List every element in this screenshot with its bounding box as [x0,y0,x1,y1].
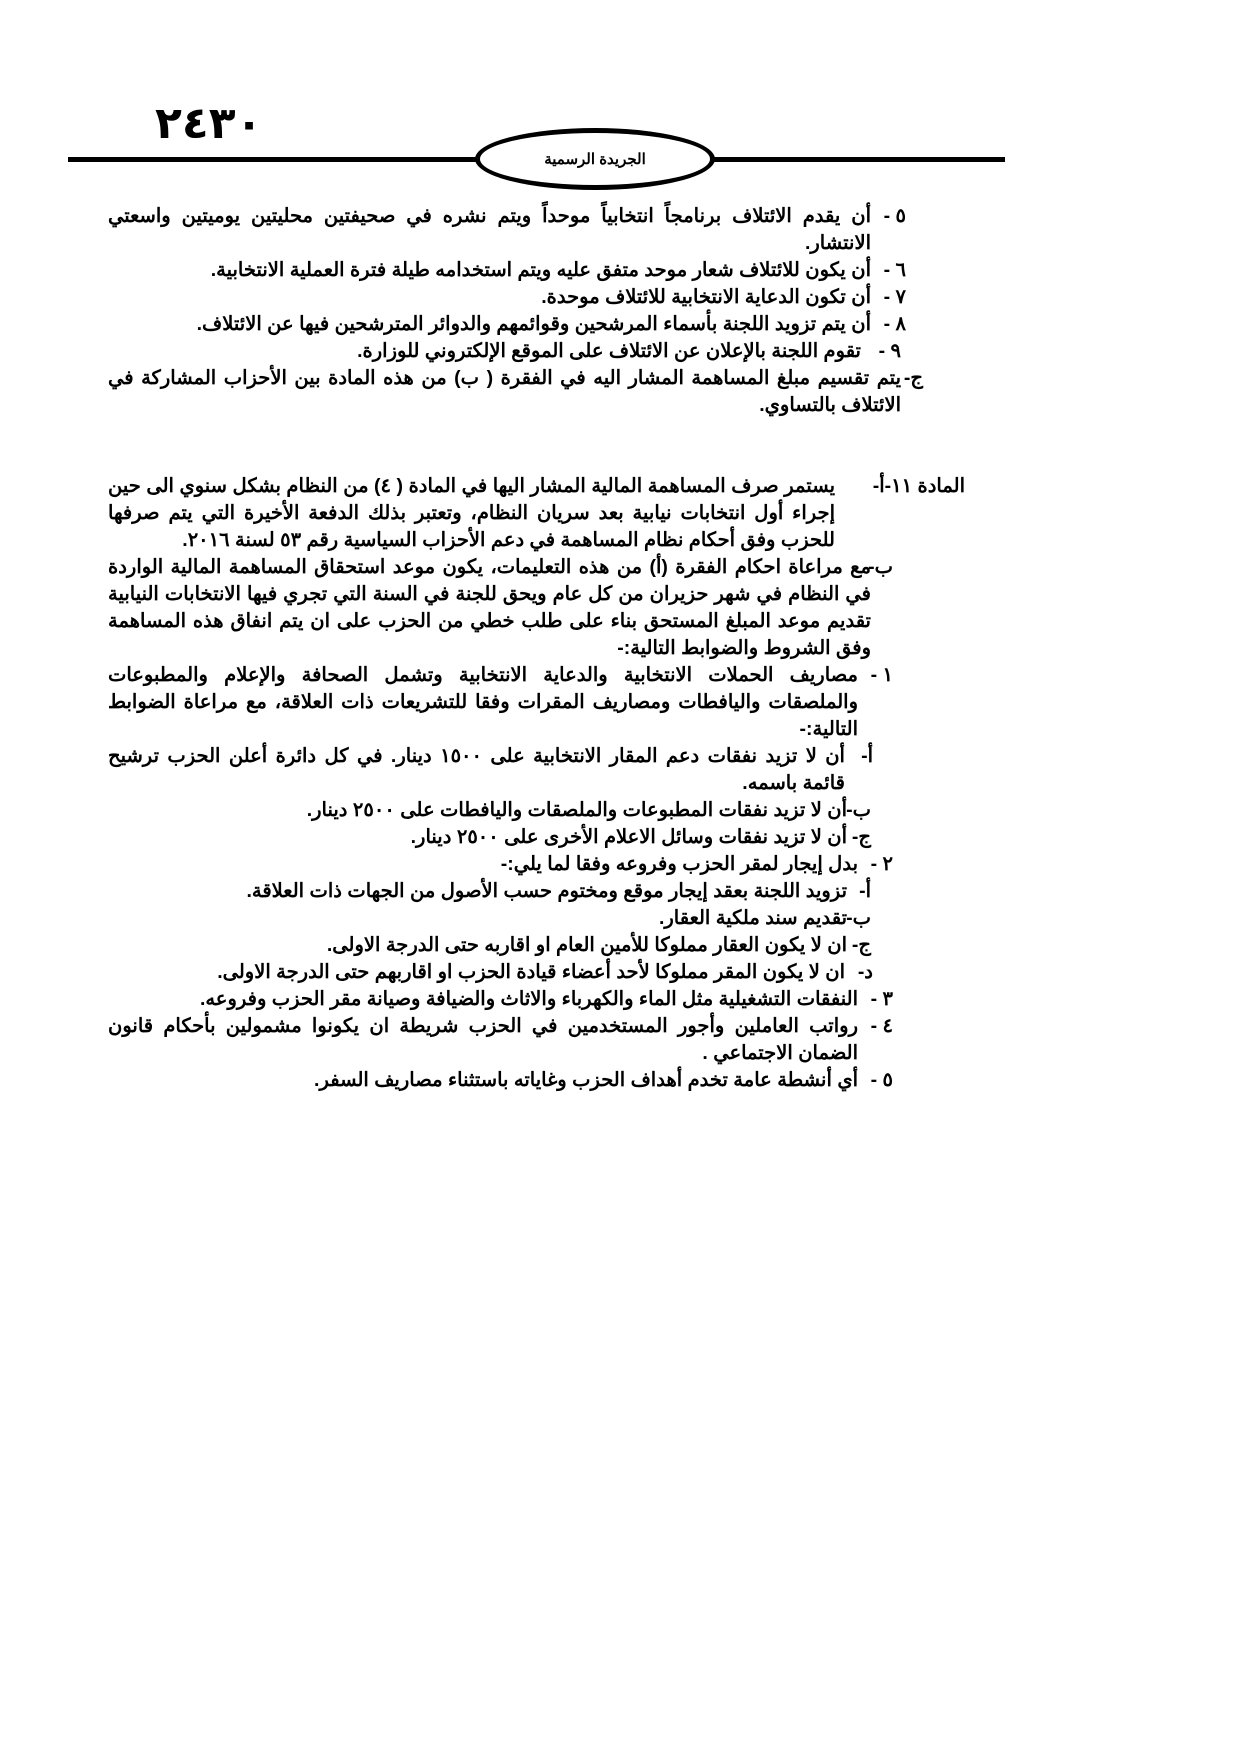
article-11-item-text: رواتب العاملين وأجور المستخدمين في الحزب شريطة ان يكونوا مشمولين بأحكام قانون الضمان الاجتماعي . [108,1015,858,1064]
article-11-item-text: النفقات التشغيلية مثل الماء والكهرباء والاثاث والضيافة وصيانة مقر الحزب وفروعه. [199,988,858,1010]
sub-item-text: ان لا يكون العقار مملوكا للأمين العام او اقاربه حتى الدرجة الاولى. [326,934,847,956]
list-item-text: أن يقدم الائتلاف برنامجاً انتخابياً موحداً ويتم نشره في صحيفتين محليتين يوميتين واسعتي الانتشار. [108,205,871,254]
list-item-text: أن تكون الدعاية الانتخابية للائتلاف موحدة. [541,286,871,308]
paragraph-j-label: ج- [903,367,923,389]
list-item [108,338,901,365]
paragraph-j-text: يتم تقسيم مبلغ المساهمة المشار اليه في الفقرة ( ب) من هذه المادة بين الأحزاب المشاركة في الائتلاف بالتساوي. [108,367,901,416]
sub-item-label: ج- [851,826,871,848]
sub-item [108,743,873,797]
list-item [108,203,906,257]
header-rule-left [68,157,488,162]
sub-item-label: ب- [846,799,871,821]
document-body [0,203,1241,1094]
list-item-label: ٥ - [883,205,906,227]
list-item-text: تقوم اللجنة بالإعلان عن الائتلاف على الموقع الإلكتروني للوزارة. [357,340,861,362]
sub-item [108,959,873,986]
article-11-item-label: ٤ - [870,1015,893,1037]
article-11-item-text: مصاريف الحملات الانتخابية والدعاية الانتخابية وتشمل الصحافة والإعلام والمطبوعات والملصقات واليافطات ومصاريف المقرات وفقا للتشريعات ذات العلاقة، مع مراعاة الضوابط التالية:- [108,664,858,740]
article-11-item [108,1067,893,1094]
article-11-item [108,662,893,743]
article-11-a [108,473,965,554]
sub-item-label: أ- [859,880,871,902]
list-item-label: ٧ - [883,286,906,308]
sub-item-text: أن لا تزيد نفقات وسائل الاعلام الأخرى على ٢٥٠٠ دينار. [410,826,847,848]
list-item [108,284,906,311]
article-11-item-text: أي أنشطة عامة تخدم أهداف الحزب وغاياته باستثناء مصاريف السفر. [314,1069,858,1091]
article-11-b [108,554,893,662]
list-item [108,257,906,284]
sub-item [108,824,871,851]
list-item-text: أن يكون للائتلاف شعار موحد متفق عليه ويتم استخدامه طيلة فترة العملية الانتخابية. [210,259,871,281]
article-11-item-label: ٢ - [870,853,893,875]
article-11-item-label: ١ - [870,664,893,686]
sub-item-text: تزويد اللجنة بعقد إيجار موقع ومختوم حسب الأصول من الجهات ذات العلاقة. [246,880,847,902]
list-item-label: ٩ - [878,340,901,362]
header-rule-right [700,157,1005,162]
sub-item-text: ان لا يكون المقر مملوكا لأحد أعضاء قيادة الحزب او اقاربهم حتى الدرجة الاولى. [217,961,845,983]
sub-item-text: تقديم سند ملكية العقار. [658,907,847,929]
article-11-a-label: المادة ١١-أ- [872,475,965,497]
article-11-item-label: ٣ - [870,988,893,1010]
paragraph-j [108,365,923,419]
article-11-item-text: بدل إيجار لمقر الحزب وفروعه وفقا لما يلي:- [500,853,858,875]
article-11-item-label: ٥ - [870,1069,893,1091]
sub-item-label: د- [857,961,873,983]
journal-title-oval [475,128,715,190]
article-11-b-text: مع مراعاة احكام الفقرة (أ) من هذه التعليمات، يكون موعد استحقاق المساهمة المالية الواردة في النظام في شهر حزيران من كل عام ويحق للجنة في السنة التي تجري فيها الانتخابات النيابية تقديم موعد المبلغ المستحق بناء على طلب خطي من الحزب على ان يتم انفاق هذه المساهمة وفق الشروط والضوابط التالية:- [108,556,871,659]
sub-item [108,797,871,824]
list-item-label: ٦ - [883,259,906,281]
page-number: ٢٤٣٠ [155,98,263,149]
sub-item-label: ب- [846,907,871,929]
sub-item [108,932,871,959]
article-11-a-text: يستمر صرف المساهمة المالية المشار اليها في المادة ( ٤) من النظام بشكل سنوي الى حين إجراء أول انتخابات نيابية بعد سريان النظام، وتعتبر بذلك الدفعة الأخيرة التي يتم صرفها للحزب وفق أحكام نظام المساهمة في دعم الأحزاب السياسية رقم ٥٣ لسنة ٢٠١٦. [108,475,836,551]
sub-item [108,878,871,905]
sub-item-label: ج- [851,934,871,956]
sub-item [108,905,871,932]
article-11-item [108,851,893,878]
article-11-item [108,986,893,1013]
journal-title: الجريدة الرسمية [544,151,646,168]
article-11-item [108,1013,893,1067]
list-item [108,311,906,338]
sub-item-text: أن لا تزيد نفقات دعم المقار الانتخابية على ١٥٠٠ دينار. في كل دائرة أعلن الحزب ترشيح قائمة باسمه. [108,745,845,794]
sub-item-label: أ- [861,745,873,767]
list-item-text: أن يتم تزويد اللجنة بأسماء المرشحين وقوائمهم والدوائر المترشحين فيها عن الائتلاف. [196,313,871,335]
sub-item-text: أن لا تزيد نفقات المطبوعات والملصقات واليافطات على ٢٥٠٠ دينار. [306,799,847,821]
list-item-label: ٨ - [883,313,906,335]
article-11-b-label: ب- [868,556,893,578]
